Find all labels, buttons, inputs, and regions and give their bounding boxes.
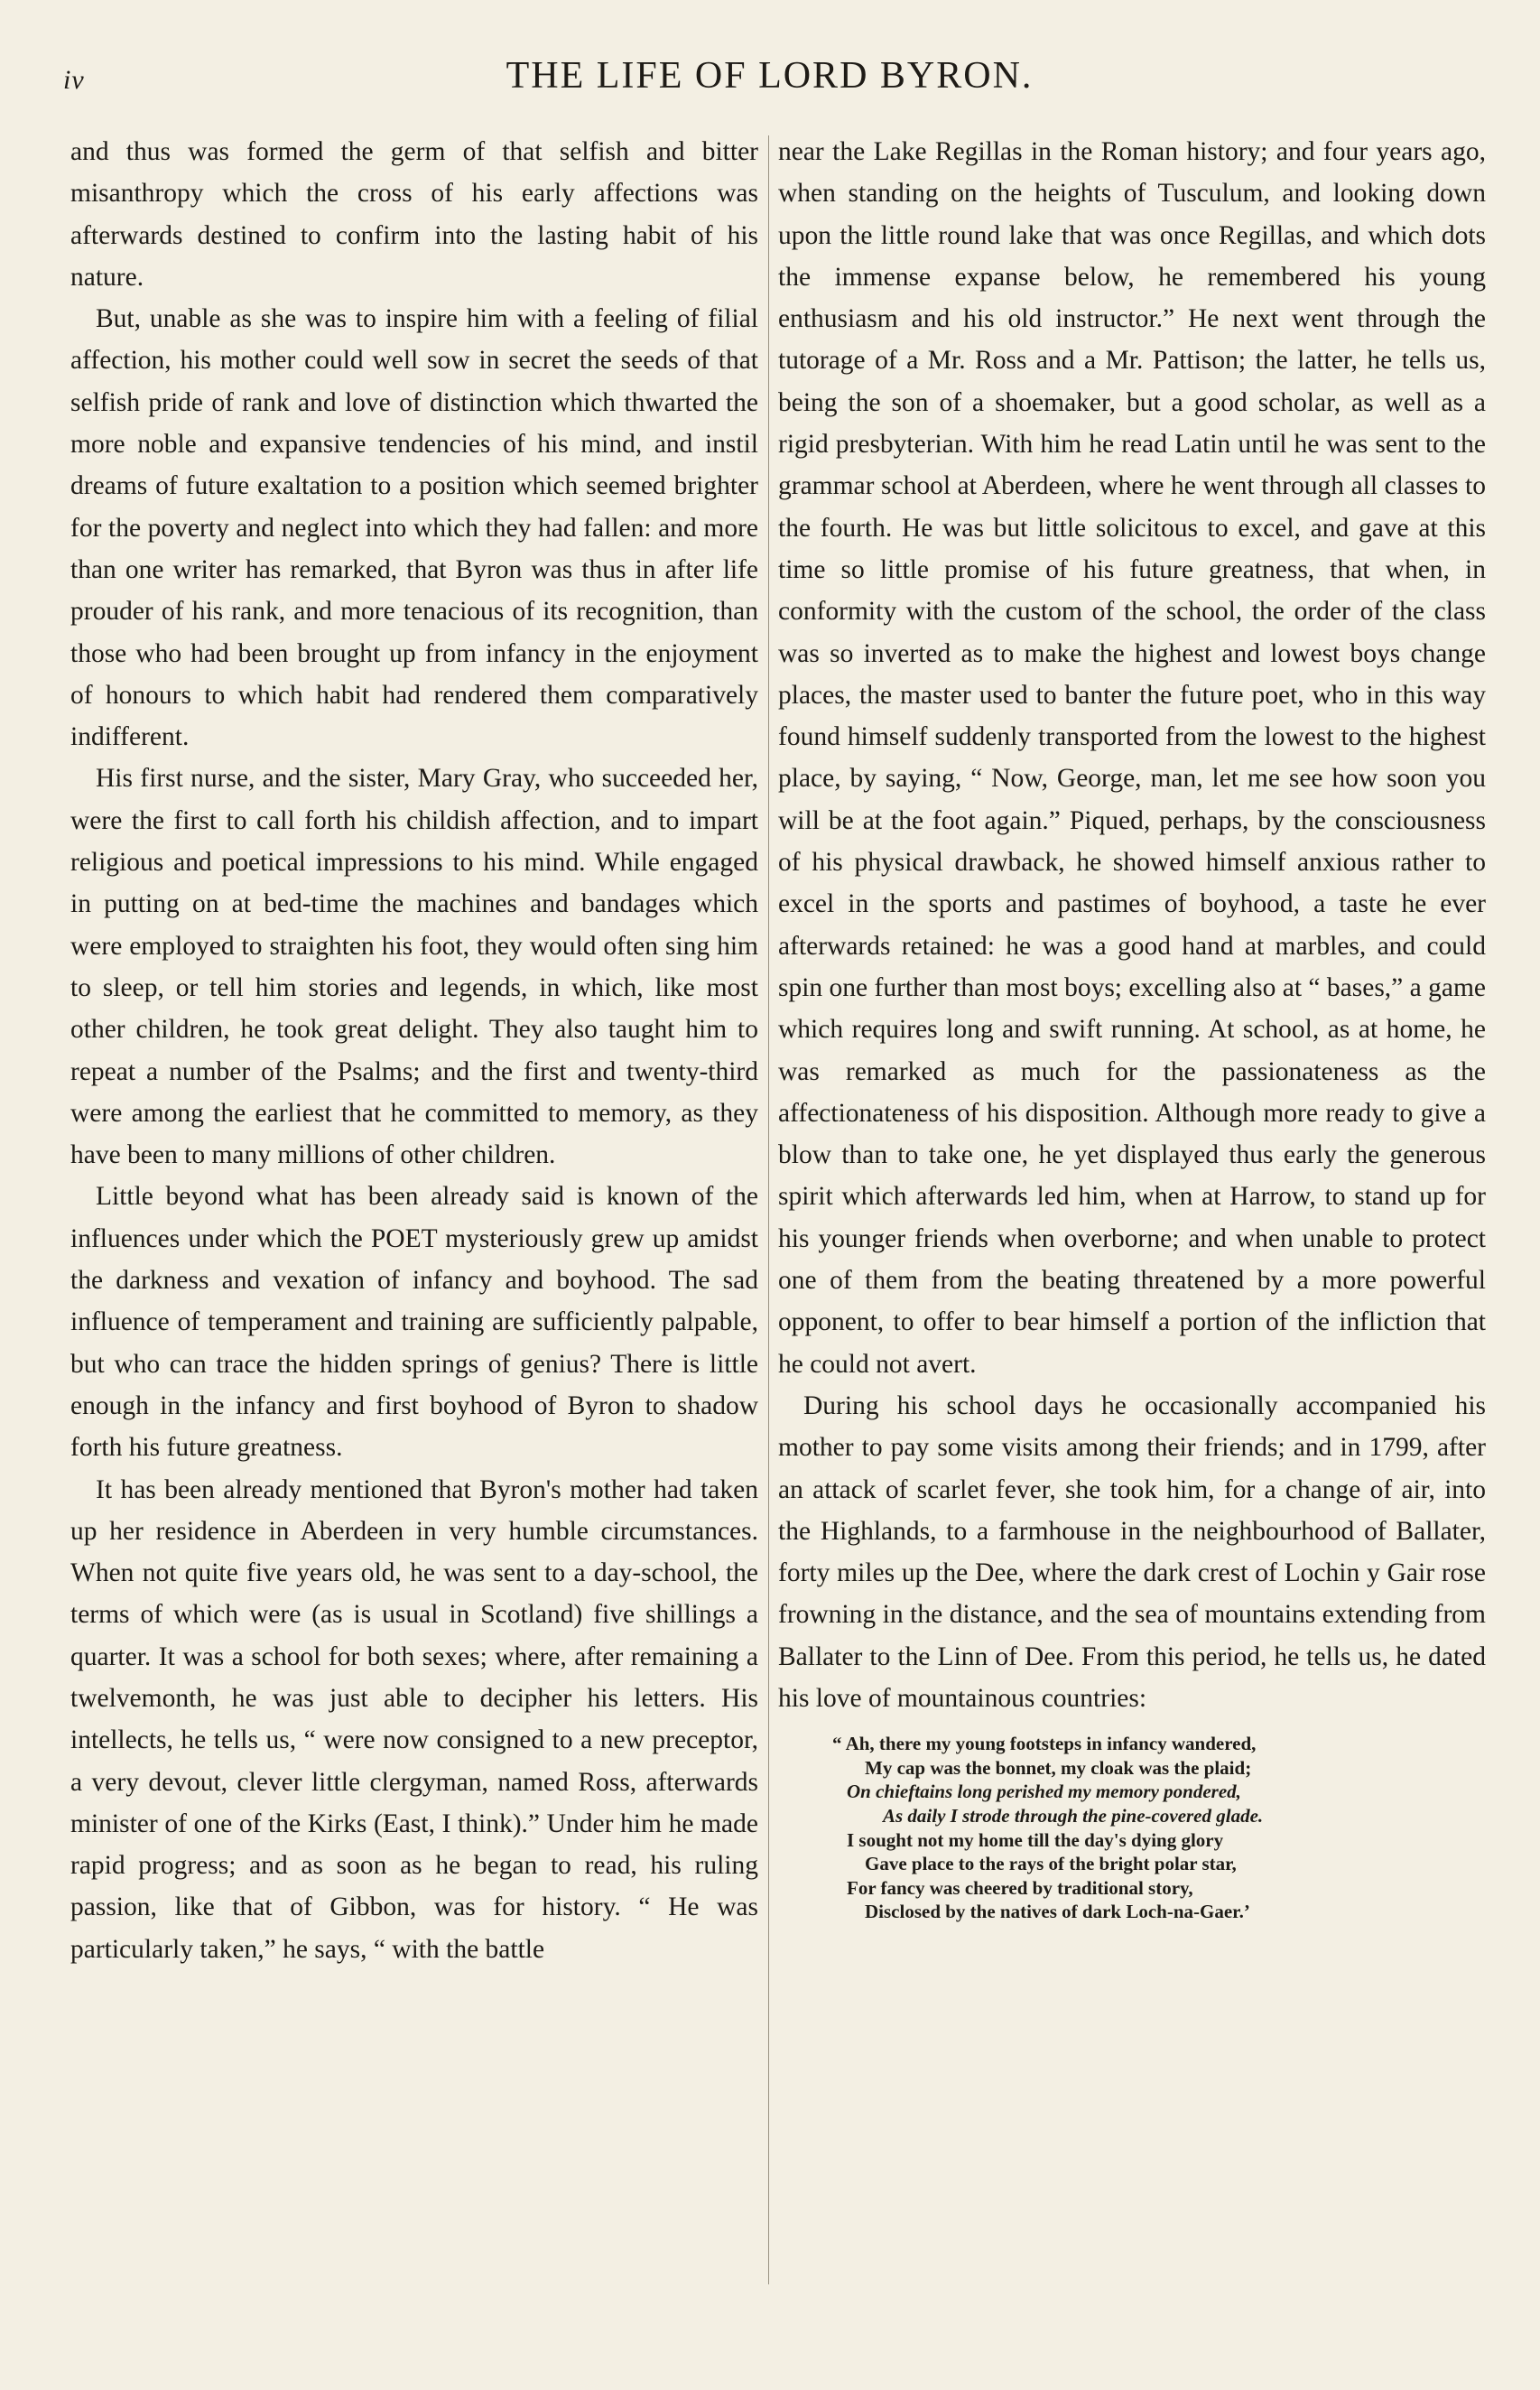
- poem-line: On chieftains long perished my memory pondered,: [847, 1781, 1241, 1803]
- poem-quote: [778, 1732, 1486, 1924]
- page-number: iv: [63, 65, 85, 95]
- poem-line: As daily I strode through the pine-covered glade.: [883, 1805, 1264, 1827]
- paragraph: During his school days he occasionally accompanied his mother to pay some visits among their friends; and in 1799, after an attack of scarlet fever, she took him, for a change of air, into the Highlands, to a farmhouse in the neighbourhood of Ballater, forty miles up the Dee, where the dark crest of Lochin y Gair rose frowning in the distance, and the sea of mountains extending from Ballater to the Linn of Dee. From this period, he tells us, he dated his love of mountainous countries:: [778, 1390, 1486, 1713]
- right-column: [778, 131, 1486, 1924]
- running-title: THE LIFE OF LORD BYRON.: [506, 55, 1034, 97]
- paragraph: Little beyond what has been already said is known of the influences under which the POET mysteriously grew up amidst the darkness and vexation of infancy and boyhood. The sad influence of temperament and training are sufficiently palpable, but who can trace the hidden springs of genius? There is little enough in the infancy and first boyhood of Byron to shadow forth his future greatness.: [70, 1182, 758, 1463]
- poem-line: Disclosed by the natives of dark Loch-na-Gaer.’: [865, 1901, 1250, 1923]
- poem-line: Gave place to the rays of the bright polar star,: [865, 1853, 1237, 1875]
- page-header: [54, 54, 1485, 108]
- paragraph: It has been already mentioned that Byron's mother had taken up her residence in Aberdeen in very humble circumstances. When not quite five years old, he was sent to a day-school, the terms of which were (as is usual in Scotland) five shillings a quarter. It was a school for both sexes; where, after remaining a twelvemonth, he was just able to decipher his letters. His intellects, he tells us, “ were now consigned to a new preceptor, a very devout, clever little clergyman, named Ross, afterwards minister of one of the Kirks (East, I think).” Under him he made rapid progress; and as soon as he began to read, his ruling passion, like that of Gibbon, was for history. “ He was particularly taken,” he says, “ with the battle: [70, 1474, 758, 1964]
- column-divider: [768, 135, 769, 2284]
- poem-line: For fancy was cheered by traditional story,: [847, 1876, 1193, 1899]
- paragraph: But, unable as she was to inspire him with a feeling of filial affection, his mother could well sow in secret the seeds of that selfish pride of rank and love of distinction which thwarted the more noble and expansive tendencies of his mind, and instil dreams of future exaltation to a position which seemed brighter for the poverty and neglect into which they had fallen: and more than one writer has remarked, that Byron was thus in after life prouder of his rank, and more tenacious of its recognition, than those who had been brought up from infancy in the enjoyment of honours to which habit had rendered them comparatively indifferent.: [70, 304, 758, 752]
- left-column: [70, 131, 758, 1970]
- paragraph: near the Lake Regillas in the Roman history; and four years ago, when standing on the heights of Tusculum, and looking down upon the little round lake that was once Regillas, and which dots the immense expanse below, he remembered his young enthusiasm and his old instructor.” He next went through the tutorage of a Mr. Ross and a Mr. Pattison; the latter, he tells us, being the son of a shoemaker, but a good scholar, as well as a rigid presbyterian. With him he read Latin until he was sent to the grammar school at Aberdeen, where he went through all classes to the fourth. He was but little solicitous to excel, and gave at this time so little promise of his future greatness, that when, in conformity with the custom of the school, the order of the class was so inverted as to make the highest and lowest boys change places, the master used to banter the future poet, who in this way found himself suddenly transported from the lowest to the highest place, by saying, “ Now, George, man, let me see how soon you will be at the foot again.” Piqued, perhaps, by the consciousness of his physical drawback, he showed himself anxious rather to excel in the sports and pastimes of boyhood, a taste he ever afterwards retained: he was a good hand at marbles, and could spin one further than most boys; excelling also at “ bases,” a game which requires long and swift running. At school, as at home, he was remarked as much for the passionateness as the affectionateness of his disposition. Although more ready to give a blow than to take one, he yet displayed thus early the generous spirit which afterwards led him, when at Harrow, to stand up for his younger friends when overborne; and when unable to protect one of them from the beating threatened by a more powerful opponent, to offer to bear himself a portion of the infliction that he could not avert.: [778, 137, 1486, 1379]
- poem-line: I sought not my home till the day's dying glory: [847, 1828, 1224, 1851]
- paragraph: and thus was formed the germ of that selfish and bitter misanthropy which the cross of his early affections was afterwards destined to confirm into the lasting habit of his nature.: [70, 137, 758, 292]
- poem-line: “ Ah, there my young footsteps in infancy wandered,: [832, 1733, 1257, 1755]
- poem-line: My cap was the bonnet, my cloak was the plaid;: [865, 1756, 1252, 1779]
- paragraph: His first nurse, and the sister, Mary Gray, who succeeded her, were the first to call forth his childish affection, and to impart religious and poetical impressions to his mind. While engaged in putting on at bed-time the machines and bandages which were employed to straighten his foot, they would often sing him to sleep, or tell him stories and legends, in which, like most other children, he took great delight. They also taught him to repeat a number of the Psalms; and the first and twenty-third were among the earliest that he committed to memory, as they have been to many millions of other children.: [70, 764, 758, 1170]
